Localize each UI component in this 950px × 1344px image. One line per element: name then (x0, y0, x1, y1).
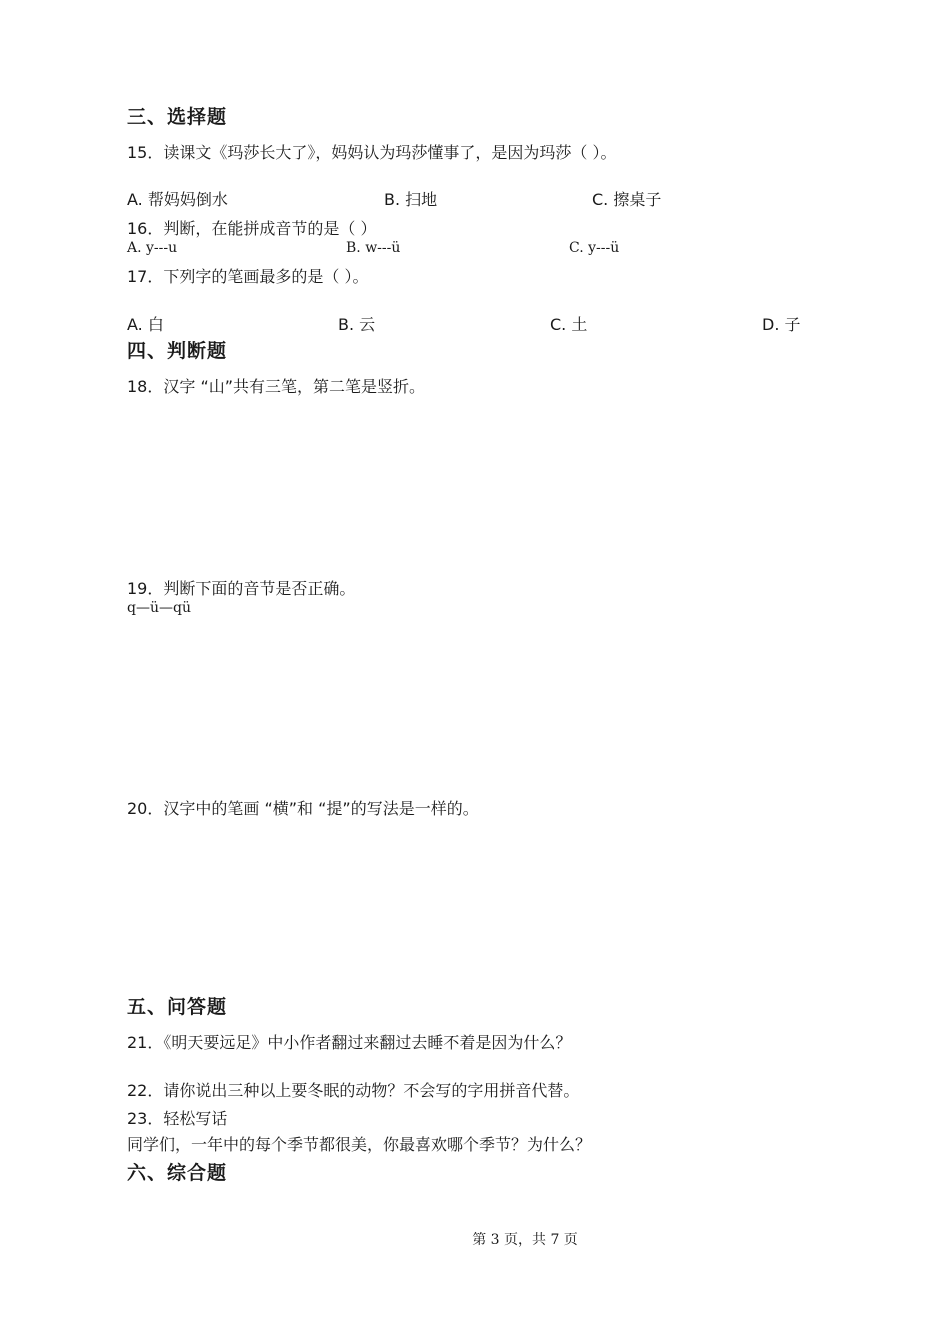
question-20-stem: 20．汉字中的笔画 “横”和 “提”的写法是一样的。 (127, 799, 479, 818)
question-23-prompt: 同学们，一年中的每个季节都很美，你最喜欢哪个季节？为什么？ (127, 1135, 592, 1154)
question-15-option-b: B. 扫地 (384, 190, 438, 209)
question-17-stem: 17．下列字的笔画最多的是（ ）。 (127, 267, 369, 286)
question-19-stem: 19．判断下面的音节是否正确。 (127, 579, 356, 598)
question-15-option-c: C. 擦桌子 (592, 190, 662, 209)
question-17-option-a: A. 白 (127, 315, 164, 334)
question-15-option-a: A. 帮妈妈倒水 (127, 190, 228, 209)
page-footer: 第 3 页，共 7 页 (472, 1232, 578, 1248)
section-heading-judgement: 四、判断题 (127, 340, 228, 362)
section-heading-choice: 三、选择题 (127, 106, 228, 128)
question-17-option-d: D. 子 (762, 315, 801, 334)
question-15-stem: 15．读课文《玛莎长大了》，妈妈认为玛莎懂事了，是因为玛莎（ ）。 (127, 143, 617, 162)
question-21-stem: 21．《明天要远足》中小作者翻过来翻过去睡不着是因为什么？ (127, 1033, 572, 1052)
question-16-option-a: A. y---u (127, 240, 178, 256)
question-16-option-b: B. w---ü (346, 240, 401, 256)
section-heading-comprehensive: 六、综合题 (127, 1162, 228, 1184)
question-22-stem: 22．请你说出三种以上要冬眠的动物？不会写的字用拼音代替。 (127, 1081, 580, 1100)
question-17-option-c: C. 土 (550, 315, 588, 334)
section-heading-qa: 五、问答题 (127, 996, 228, 1018)
question-16-stem: 16．判断，在能拼成音节的是（ ） (127, 219, 377, 238)
question-17-option-b: B. 云 (338, 315, 376, 334)
question-19-syllable: q—ü—qü (127, 600, 191, 616)
question-16-option-c: C. y---ü (569, 240, 620, 256)
question-23-stem: 23．轻松写话 (127, 1109, 228, 1128)
question-18-stem: 18．汉字 “山”共有三笔，第二笔是竖折。 (127, 377, 426, 396)
